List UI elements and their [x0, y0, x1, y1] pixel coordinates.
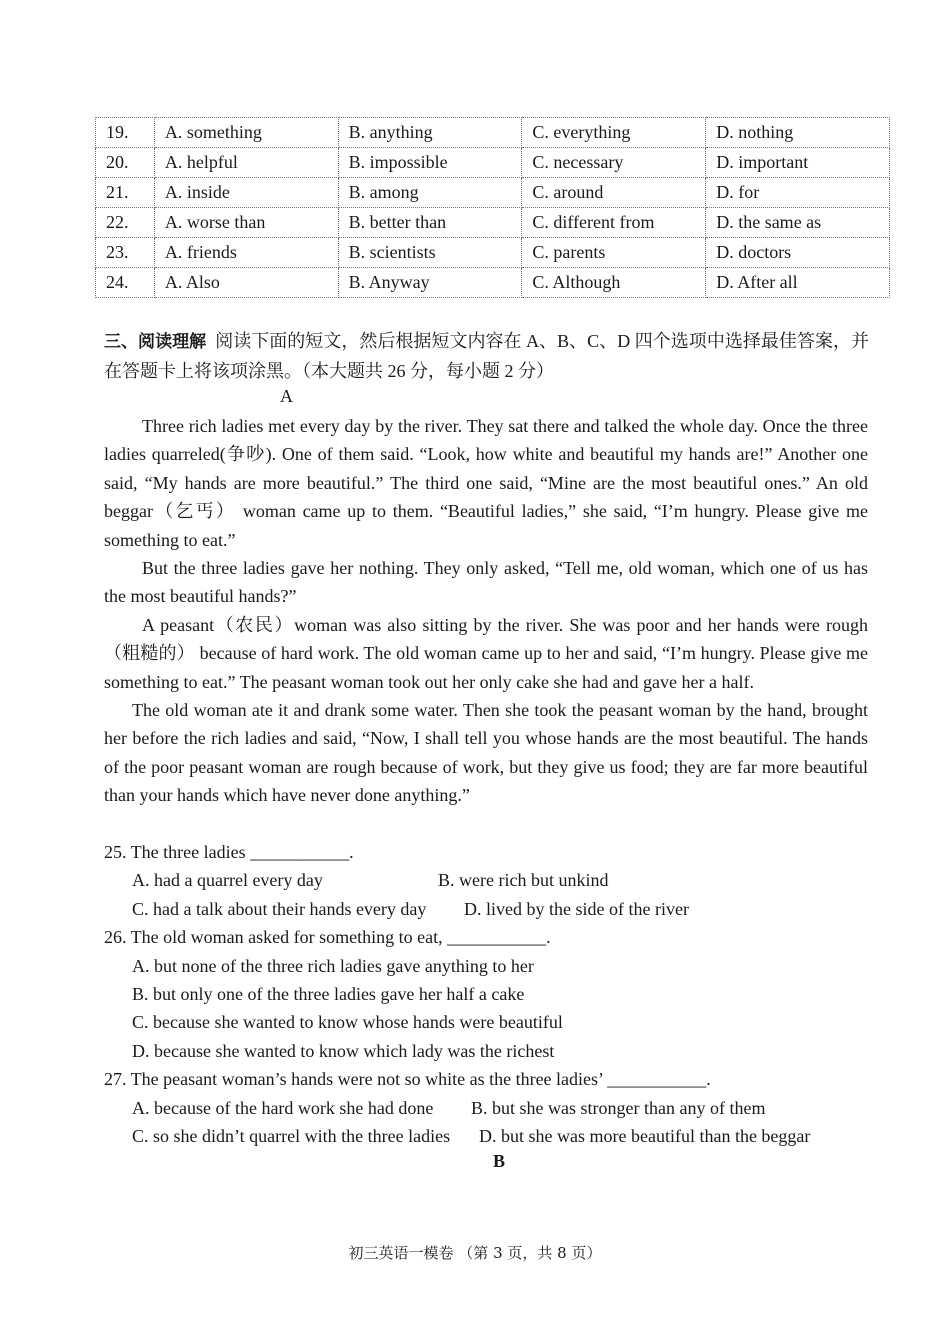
choice-cell: B. better than	[338, 208, 522, 238]
choice-cell: D. important	[706, 148, 890, 178]
table-row	[96, 268, 890, 298]
answer-choices-table	[95, 117, 890, 298]
choice-cell: C. around	[522, 178, 706, 208]
choice-cell: A. friends	[154, 238, 338, 268]
choice-cell: C. different from	[522, 208, 706, 238]
option-row	[104, 895, 884, 923]
choice-cell: D. After all	[706, 268, 890, 298]
passage-a	[104, 412, 868, 810]
table-row	[96, 178, 890, 208]
question-number-cell: 23.	[96, 238, 155, 268]
choice-cell: B. Anyway	[338, 268, 522, 298]
option: A. because of the hard work she had done	[132, 1097, 434, 1118]
question-number-cell: 20.	[96, 148, 155, 178]
questions	[104, 838, 884, 1150]
choice-cell: B. anything	[338, 118, 522, 148]
question-stem: 27. The peasant woman’s hands were not so white as the three ladies’ ___________.	[104, 1069, 711, 1090]
choice-cell: A. worse than	[154, 208, 338, 238]
choice-cell: C. Although	[522, 268, 706, 298]
table-row	[96, 118, 890, 148]
option-row	[104, 866, 884, 894]
question-number-cell: 22.	[96, 208, 155, 238]
passage-label-a: A	[280, 386, 293, 406]
passage-paragraph: A peasant（农民）woman was also sitting by the river. She was poor and her hands were rough（粗糙的） because of hard work. The old woman came up to her and said, “I’m hungry. Please give me something to eat.” The peasant woman took out her only cake she had and gave her a half.	[104, 614, 868, 692]
option-row	[104, 1094, 884, 1122]
choice-cell: A. inside	[154, 178, 338, 208]
passage-paragraph: Three rich ladies met every day by the river. They sat there and talked the whole day. Once the three ladies quarreled(争吵). One of them said. “Look, how white and beautiful my hands are!” Another one said, “My hands are more beautiful.” The third one said, “Mine are the most beautiful ones.” An old beggar（乞丐） woman came up to them. “Beautiful ladies,” she said, “I’m hungry. Please give me something to eat.”	[104, 416, 868, 550]
option: A. had a quarrel every day	[132, 870, 323, 891]
table-row	[96, 238, 890, 268]
passage-paragraph: But the three ladies gave her nothing. They only asked, “Tell me, old woman, which one of us has the most beautiful hands?”	[104, 558, 868, 607]
option: D. but she was more beautiful than the beggar	[479, 1126, 811, 1147]
passage-paragraph: The old woman ate it and drank some water. Then she took the peasant woman by the hand, brought her before the rich ladies and said, “Now, I shall tell you whose hands are the most beautiful. The hands of the poor peasant woman are rough because of work, but they give us food; they are far more beautiful than your hands which have never done anything.”	[104, 700, 868, 806]
choice-cell: B. among	[338, 178, 522, 208]
section-instructions	[104, 327, 869, 385]
question-number-cell: 24.	[96, 268, 155, 298]
choice-cell: A. something	[154, 118, 338, 148]
choice-cell: C. necessary	[522, 148, 706, 178]
passage-label-b: B	[493, 1151, 506, 1171]
choice-cell: B. scientists	[338, 238, 522, 268]
choice-cell: D. the same as	[706, 208, 890, 238]
option: A. but none of the three rich ladies gave anything to her	[132, 955, 534, 976]
choice-cell: A. helpful	[154, 148, 338, 178]
section-heading: 三、阅读理解	[104, 332, 207, 352]
question-stem: 25. The three ladies ___________.	[104, 842, 354, 862]
choice-cell: C. parents	[522, 238, 706, 268]
page-footer: 初三英语一模卷 （第 3 页，共 8 页）	[348, 1244, 602, 1262]
table-row	[96, 208, 890, 238]
table-row	[96, 148, 890, 178]
option: C. because she wanted to know whose hands were beautiful	[132, 1012, 563, 1033]
question-number-cell: 19.	[96, 118, 155, 148]
choice-cell: A. Also	[154, 268, 338, 298]
section-instructions-text: 阅读下面的短文，然后根据短文内容在 A、B、C、D 四个选项中选择最佳答案，并在答题卡上将该项涂黑。（本大题共 26 分，每小题 2 分）	[104, 331, 870, 381]
option: B. were rich but unkind	[438, 870, 609, 891]
option: B. but only one of the three ladies gave her half a cake	[132, 984, 525, 1005]
option: C. so she didn’t quarrel with the three ladies	[132, 1126, 451, 1147]
option: D. lived by the side of the river	[464, 898, 689, 919]
option: C. had a talk about their hands every day	[132, 898, 427, 919]
question-number-cell: 21.	[96, 178, 155, 208]
option: D. because she wanted to know which lady was the richest	[132, 1040, 555, 1061]
option-row	[104, 1122, 884, 1150]
choice-cell: D. for	[706, 178, 890, 208]
choice-cell: D. doctors	[706, 238, 890, 268]
choice-cell: D. nothing	[706, 118, 890, 148]
choice-cell: C. everything	[522, 118, 706, 148]
choice-cell: B. impossible	[338, 148, 522, 178]
question-stem: 26. The old woman asked for something to eat, ___________.	[104, 927, 551, 948]
option: B. but she was stronger than any of them	[471, 1097, 766, 1118]
